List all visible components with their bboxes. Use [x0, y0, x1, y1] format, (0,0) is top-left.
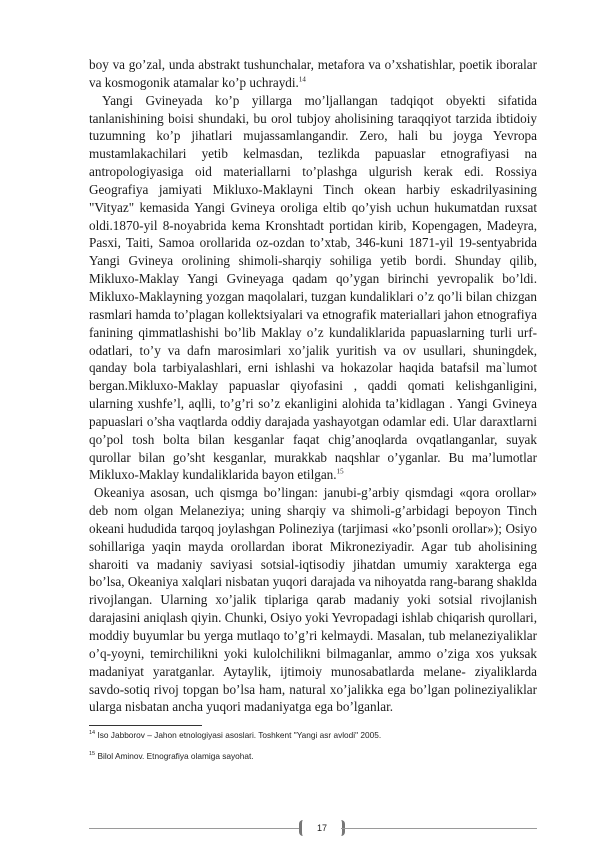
- footer-rule-right: [341, 828, 537, 829]
- footnote-ref-14: 14: [298, 75, 306, 84]
- document-body: [89, 56, 537, 716]
- footnote-15: [89, 751, 537, 761]
- paragraph-1-text: boy va go’zal, unda abstrakt tushunchalar, metafora va o’xshatishlar, poetik iboralar va kosmogonik atamalar ko’p uchraydi.: [89, 57, 537, 90]
- footnote-ref-15: 15: [336, 468, 344, 477]
- footnote-number: 14: [89, 730, 96, 737]
- footnote-number: 15: [89, 751, 96, 758]
- footnote-14: [89, 730, 537, 740]
- paragraph-2-text: Yangi Gvineyada ko’p yillarga mo’ljallangan tadqiqot obyekti sifatida tanlanishining boisi shundaki, bu orol tubjoy aholisining taraqqiyot tarzida ibtidoiy tuzumning ko’p jihatlari mujassamlangandir. Zero, hali bu joyga Yevropa mustamlakachilari yetib kelmasdan, tezlikda papuaslar etnografiyasi na antropologiyasiga oid materiallarni to’plashga ulgurish kerak edi. Rossiya Geografiya jamiyati Mikluxo-Maklayni Tinch okean harbiy eskadrilyasining "Vityaz" kemasida Yangi Gvineya oroliga eltib qo’yish uchun hukumatdan ruxsat oldi.1870-yil 8-noyabrida kema Kronshtadt portidan kirib, Kopengagen, Madeyra, Pasxi, Taiti, Samoa orollarida oz-ozdan to’xtab, 346-kuni 1871-yil 19-sentyabrida Yangi Gvineya orolining shimoli-sharqiy sohiliga yetib bordi. Shunday qilib, Mikluxo-Maklay Yangi Gvineyaga qadam qo’ygan birinchi yevropalik bo’ldi. Mikluxo-Maklayning yozgan maqolalari, tuzgan kundaliklari o’z qo’li bilan chizgan rasmlari hamda to’plagan kollektsiyalari va etnografik materiallari jahon etnografiya fanining qimmatlashishi bo’lib Maklay o’z kundaliklarida papuaslarning turli urf-odatlari, to’y va dafn marosimlari xo’jalik yuritish va ov usullari, shuningdek, qanday bola tarbiyalashlari, erni ishlashi va hokazolar haqida batafsil ma`lumot bergan.Mikluxo-Maklay papuaslar qiyofasini , qaddi qomati kelishganligini, ularning xushfe’l, aqlli, to’g’ri so’z ekanligini alohida ta’kidlagan . Yangi Gvineya papuaslari o’sha vaqtlarda oddiy darajada yashayotgan odamlar edi. Ular daraxtlarni qo’pol tosh bolta bilan kesganlar faqat chig’anoqlarda ovqatlanganlar, suyak qurollar bilan go’sht kesganlar, murakkab naqshlar o’yganlar. Bu ma’lumotlar Mikluxo-Maklay kundaliklarida bayon etilgan.: [89, 92, 537, 483]
- paragraph-3-text: Okeaniya asosan, uch qismga bo’lingan: janubi-g’arbiy qismdagi «qora orollar» deb nom olgan Melaneziya; uning sharqiy va shimoli-g’arbidagi bepoyon Tinch okeani hududida tarqoq joylashgan Polineziya (tarjimasi «ko’psonli orollar»); Osiyo sohillariga yaqin mayda orollardan iborat Mikroneziyadir. Agar tub aholisining sharoiti va madaniy saviyasi sotsial-iqtisodiy jihatdan umumiy xarakterga ega bo’lsa, Okeaniya xalqlari nisbatan yuqori darajada va nihoyatda rang-barang shaklda rivojlangan. Ularning xo’jalik tiplariga qarab madaniy yoki sotsial rivojlanish darajasini aniqlash qiyin. Chunki, Osiyo yoki Yevropadagi ishlab chiqarish qurollari, moddiy buyumlar bu yerga mutlaqo to’g’ri kelmaydi. Masalan, tub melaneziyaliklar o’q-yoyni, temirchilikni yoki kulolchilikni bilmaganlar, ammo o’ziga xos yuksak madaniyat yaratganlar. Aytaylik, ijtimoiy munosabatlarda melane- ziyaliklarda savdo-sotiq rivoj topgan bo’lsa ham, natural xo’jalikka ega bo’lgan polineziyaliklar ularga nisbatan ancha yuqori madaniyatga ega bo’lganlar.: [89, 485, 537, 715]
- paragraph-2: [89, 92, 537, 485]
- footnote-text: Bilol Aminov. Etnografiya olamiga sayohat.: [97, 751, 254, 761]
- page-number: 17: [299, 820, 345, 836]
- paragraph-1: [89, 56, 537, 92]
- page-footer: [89, 800, 537, 840]
- footnote-separator: [89, 725, 202, 726]
- paragraph-3: [89, 484, 537, 716]
- footer-rule-left: [89, 828, 299, 829]
- footnote-text: Iso Jabborov – Jahon etnologiyasi asoslari. Toshkent "Yangi asr avlodi" 2005.: [97, 730, 382, 740]
